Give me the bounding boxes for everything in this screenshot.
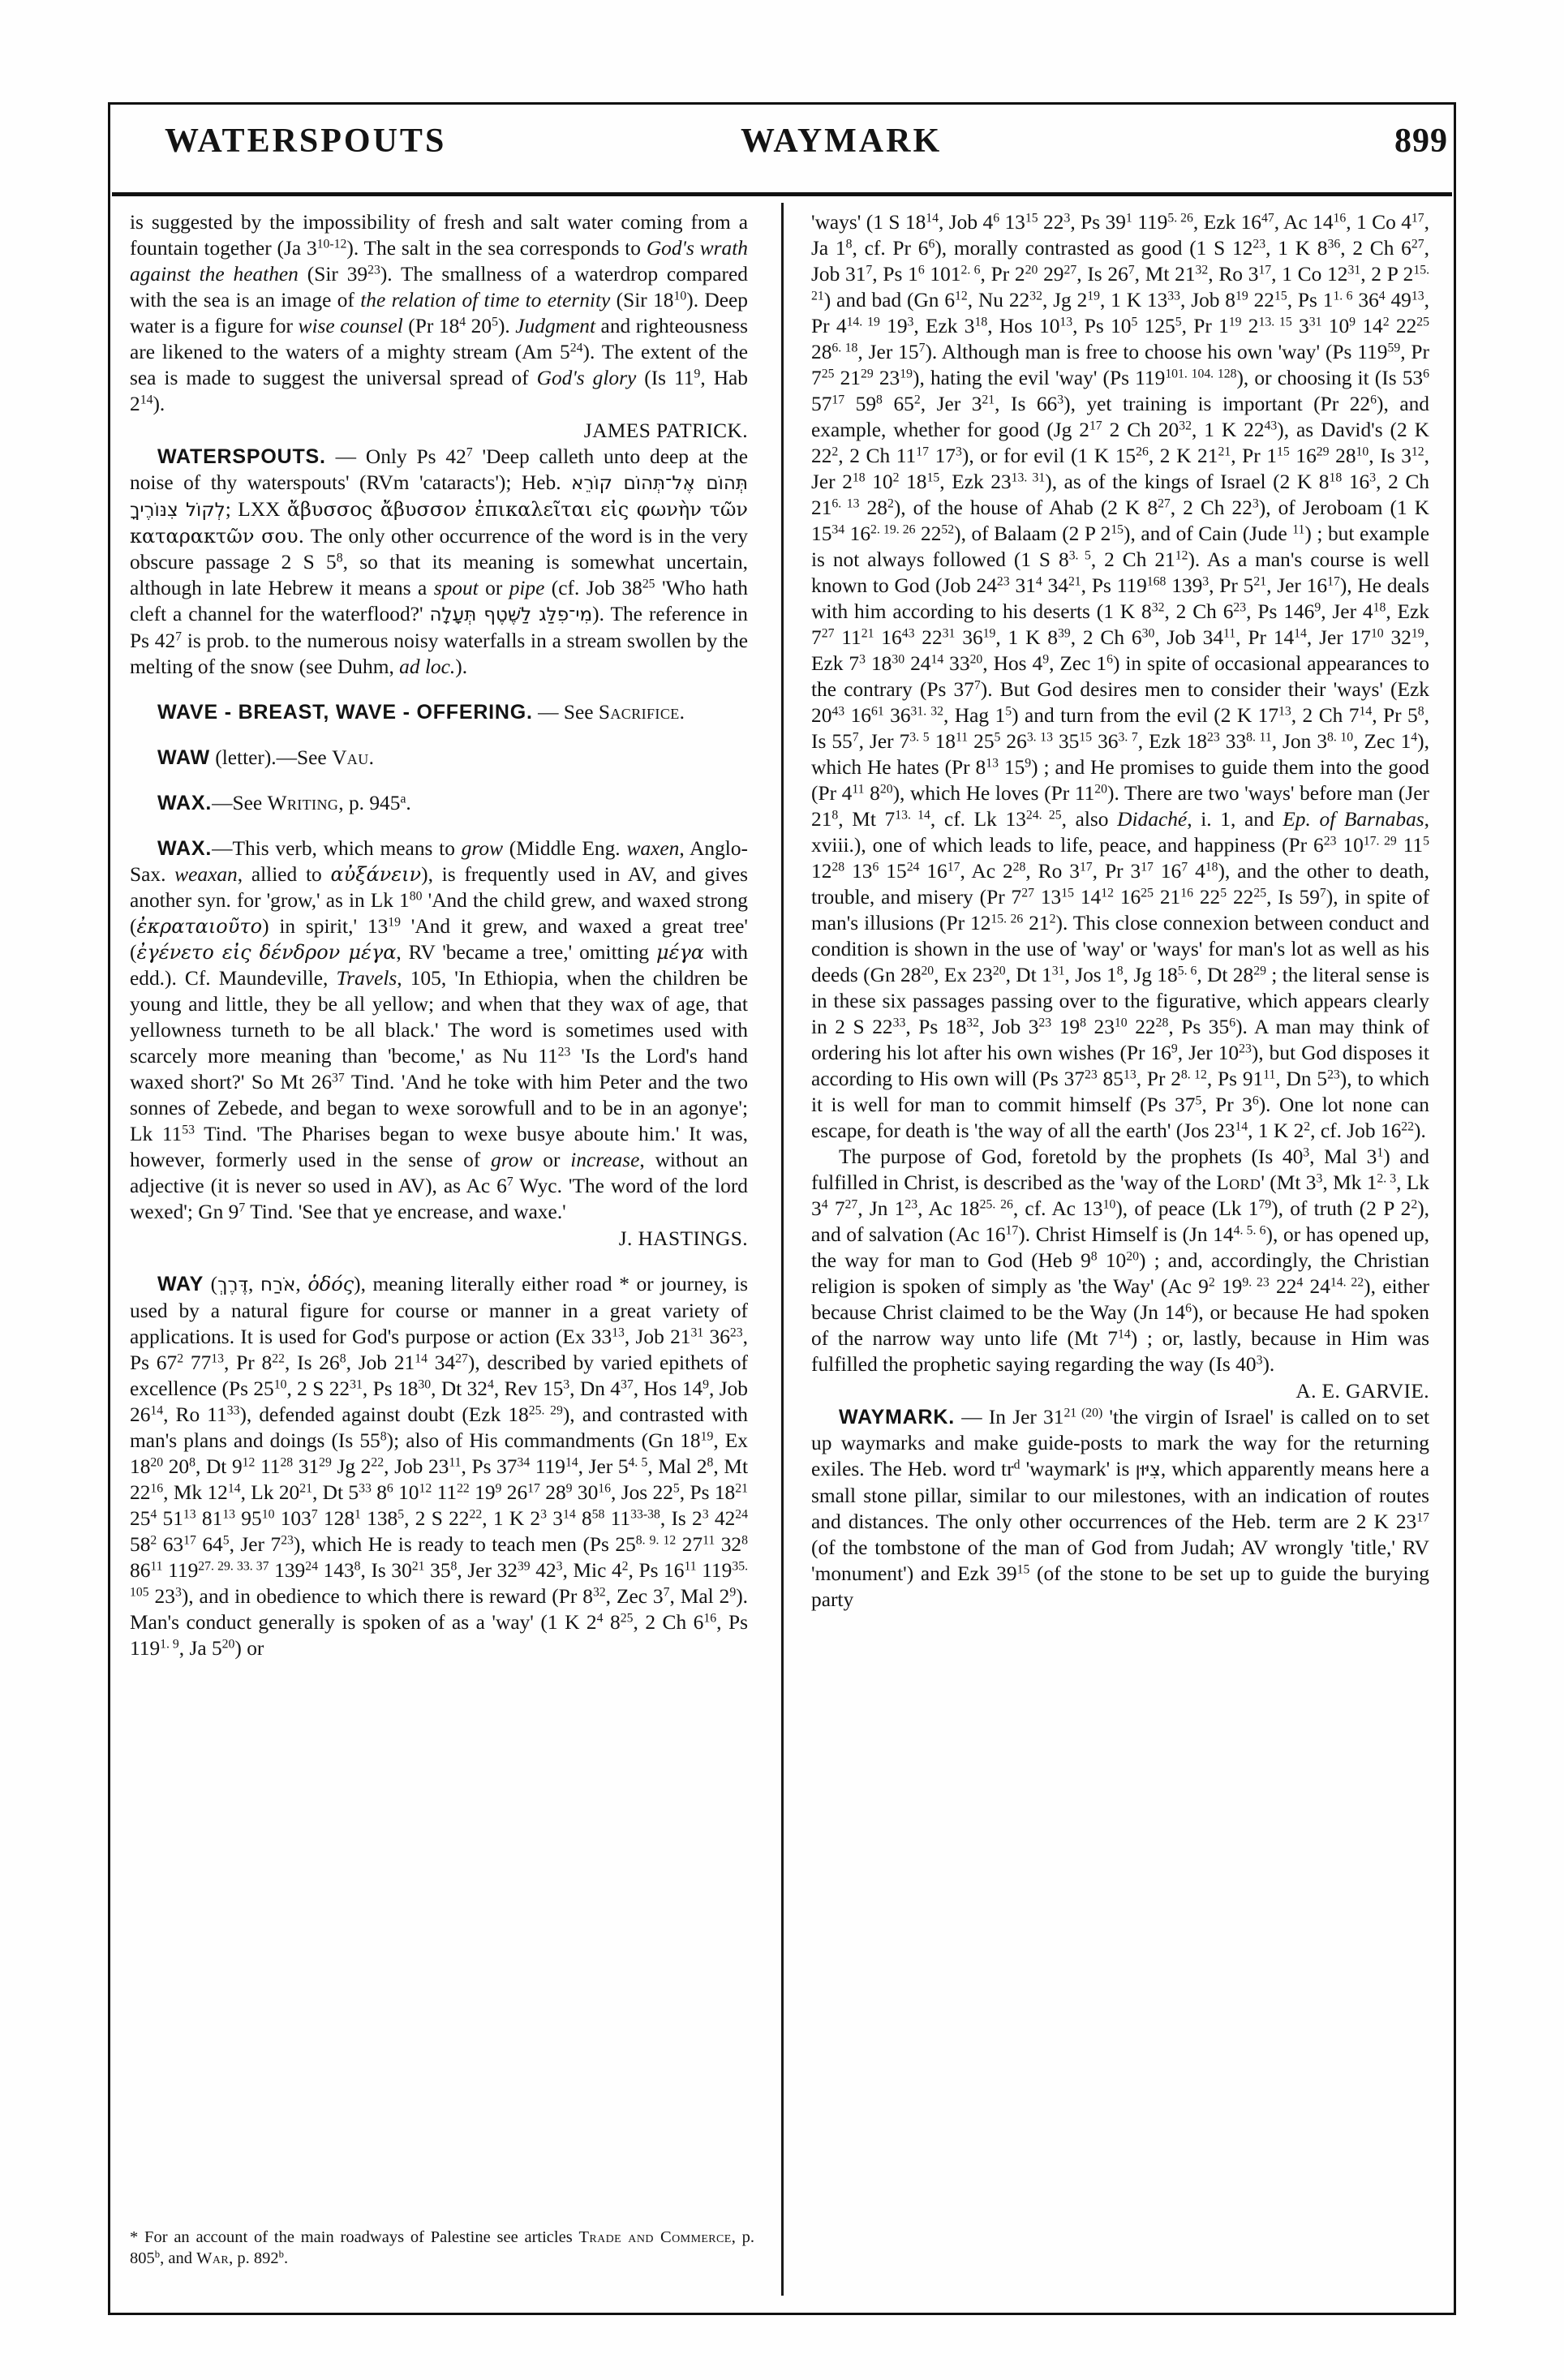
footnote-reference: Trade and Commerce [578,2228,732,2246]
work-title: Ep. of Barnabas [1283,808,1424,831]
continued-paragraph: is suggested by the impossibility of fresh and salt water coming from a fountain together (Ja 3$^{10-12}$). The salt in the sea corresponds to God's wrath against the heathen (Sir $39^{23}$). The smallness of a waterdrop compared with the sea is an image of the relation of time to eternity (Sir $18^{10}$). Deep water is a figure for wise counsel (Pr $18^4$ $20^5$). Judgment and righteousness are likened to the waters of a mighty stream (Am $5^{24}$). The extent of the sea is made to suggest the universal spread of God's glory (Is $11^9$, Hab $2^{14}$). [130,211,748,415]
header-rule [112,192,1452,196]
entry-headword: WATERSPOUTS. [157,445,326,468]
hebrew-text: צִיּוּן [1135,1459,1161,1480]
entry-headword: WAX. [157,837,213,860]
article-signature: J. HASTINGS. [618,1227,748,1250]
hebrew-text: דֶּרֶךְ [217,1274,249,1295]
hebrew-text: אֹרַח [260,1274,296,1295]
column-divider [781,203,784,2296]
cross-reference: Writing [267,792,339,814]
cross-reference: Vau [332,746,369,769]
entry-waterspouts: WATERSPOUTS. — Only Ps $42^7$ 'Deep calleth unto deep at the noise of thy waterspouts' (RVm 'cataracts'); Heb. תְּהוֹם אֶל־תְּהוֹם קוֹרֵא לְקוֹל צִנּוֹרֶיךָ; LXX ἄβυσσος ἄβυσσον ἐπικαλεῖται εἰς φωνὴν τῶν καταρακτῶν σου. The only other occurrence of the word is in the very obscure passage 2 S $5^8$, so that its meaning is somewhat uncertain, although in late Hebrew it means a spout or pipe (cf. Job $38^{25}$ 'Who hath cleft a channel for the waterflood?' מִי־פִלַּג לַשֶּׁטֶף תְּעָלָה). The reference in Ps $42^7$ is prob. to the numerous noisy waterfalls in a stream swollen by the melting of the snow (see Duhm, ad loc.). [130,445,749,678]
hebrew-text: תְּהוֹם אֶל־תְּהוֹם קוֹרֵא לְקוֹל צִנּוֹרֶיךָ [130,473,749,521]
greek-text: αὐξάνειν [330,863,422,886]
footnote: * For an account of the main roadways of Palestine see articles Trade and Commerce, p. 805$^b$, and War, p. 892$^b$. [130,2228,754,2267]
right-column [811,209,1429,1613]
entry-waymark: WAYMARK. — In Jer $31^{21 (20)}$ 'the virgin of Israel' is called on to set up waymarks and make guide-posts to mark the way for the returning exiles. The Heb. word $tr^d$ 'waymark' is צִיּוּן, which apparently means here a small stone pillar, similar to our milestones, with an indication of routes and distances. The only other occurrences of the Heb. term are 2 K $23^{17}$ (of the tombstone of the man of God from Judah; AV wrongly 'title,' RV 'monument') and Ezk $39^{15}$ (of the stone to be set up to guide the burying party [811,1406,1430,1611]
entry-headword: WAW [157,746,210,769]
footnote-marker: * [130,2228,139,2246]
way-article-paragraph-2: The purpose of God, foretold by the prophets (Is $40^3$, Mal $3^1$) and fulfilled in Christ, is described as the 'way of the Lord' (Mt $3^3$, Mk $1^{2. 3}$, Lk $3^4$ $7^{27}$, Jn $1^{23}$, Ac $18^{25. 26}$, cf. Ac $13^{10}$), of peace (Lk $1^{79}$), of truth (2 P $2^2$), and of salvation (Ac $16^{17}$). Christ Himself is (Jn $14^{4. 5. 6}$), or has opened up, the way for man to God (Heb $9^8$ $10^{20}$) ; and, accordingly, the Christian religion is spoken of simply as 'the Way' (Ac $9^2$ $19^{9. 23}$ $22^4$ $24^{14. 22}$), either because Christ claimed to be the Way (Jn $14^6$), or because He had spoken of the narrow way unto life (Mt $7^{14}$) ; or, lastly, because in Him was fulfilled the prophetic saying regarding the way (Is $40^3$). [811,1145,1430,1376]
entry-headword: WAYMARK. [839,1406,955,1428]
footnote-reference: War [196,2249,230,2267]
article-signature: A. E. GARVIE. [1295,1380,1429,1403]
entry-headword: WAX. [157,792,213,814]
entry-waw: WAW (letter).—See Vau. [157,746,374,769]
article-signature: JAMES PATRICK. [583,419,748,442]
entry-way: WAY (דֶּרֶךְ, אֹרַח, ὁδός), meaning literally either road * or journey, is used by a natural figure for course or manner in a great variety of applications. It is used for God's purpose or action (Ex $33^{13}$, Job $21^{31}$ $36^{23}$, Ps $67^2$ $77^{13}$, Pr $8^{22}$, Is $26^8$, Job $21^{14}$ $34^{27}$), described by varied epithets of excellence (Ps $25^{10}$, 2 S $22^{31}$, Ps $18^{30}$, Dt $32^4$, Rev $15^3$, Dn $4^{37}$, Hos $14^9$, Job $26^{14}$, Ro $11^{33}$), defended against doubt (Ezk $18^{25. 29}$), and contrasted with man's plans and doings (Is $55^8$); also of His commandments (Gn $18^{19}$, Ex $18^{20}$ $20^8$, Dt $9^{12}$ $11^{28}$ $31^{29}$ Jg $2^{22}$, Job $23^{11}$, Ps $37^{34}$ $119^{14}$, Jer $5^{4. 5}$, Mal $2^8$, Mt $22^{16}$, Mk $12^{14}$, Lk $20^{21}$, Dt $5^{33}$ $8^6$ $10^{12}$ $11^{22}$ $19^9$ $26^{17}$ $28^9$ $30^{16}$, Jos $22^5$, Ps $18^{21}$ $25^4$ $51^{13}$ $81^{13}$ $95^{10}$ $103^7$ $128^1$ $138^5$, 2 S $22^{22}$, 1 K $2^3$ $3^{14}$ $8^{58}$ 11$^{33-38}$, Is $2^3$ $42^{24}$ $58^2$ $63^{17}$ $64^5$, Jer $7^{23}$), which He is ready to teach men (Ps $25^{8. 9. 12}$ $27^{11}$ $32^8$ $86^{11}$ $119^{27. 29. 33. 37}$ $139^{24}$ $143^8$, Is $30^{21}$ $35^8$, Jer $32^{39}$ $42^3$, Mic $4^2$, Ps $16^{11}$ $119^{35. 105}$ $23^3$), and in obedience to which there is reward (Pr $8^{32}$, Zec $3^7$, Mal $2^9$). Man's conduct generally is spoken of as a 'way' (1 K $2^4$ $8^{25}$, 2 Ch $6^{16}$, Ps $119^{1. 9}$, Ja $5^{20}$) or [130,1273,749,1660]
greek-text: ἐγένετο εἰς δένδρον μέγα [136,941,397,964]
way-article-continued: 'ways' (1 S $18^{14}$, Job $4^6$ $13^{15}$ $22^3$, Ps $39^1$ $119^{5. 26}$, Ezk $16^{47}$, Ac $14^{16}$, 1 Co $4^{17}$, Ja $1^8$, cf. Pr $6^6$), morally contrasted as good (1 S $12^{23}$, 1 K $8^{36}$, 2 Ch $6^{27}$, Job $31^7$, Ps $1^6$ $101^{2. 6}$, Pr $2^{20}$ $29^{27}$, Is $26^7$, Mt $21^{32}$, Ro $3^{17}$, 1 Co $12^{31}$, 2 P $2^{15. 21}$) and bad (Gn $6^{12}$, Nu $22^{32}$, Jg $2^{19}$, 1 K $13^{33}$, Job $8^{19}$ $22^{15}$, Ps $1^{1. 6}$ $36^4$ $49^{13}$, Pr $4^{14. 19}$ $19^3$, Ezk $3^{18}$, Hos $10^{13}$, Ps $10^5$ $125^5$, Pr $1^{19}$ $2^{13. 15}$ $3^{31}$ $10^9$ $14^2$ $22^{25}$ $28^{6. 18}$, Jer $15^7$). Although man is free to choose his own 'way' (Ps $119^{59}$, Pr $7^{25}$ $21^{29}$ $23^{19}$), hating the evil 'way' (Ps $119^{101. 104. 128}$), or choosing it (Is $53^6$ $57^{17}$ $59^8$ $65^2$, Jer $3^{21}$, Is $66^3$), yet training is important (Pr $22^6$), and example, whether for good (Jg $2^{17}$ 2 Ch $20^{32}$, 1 K $22^{43}$), as David's (2 K $22^2$, 2 Ch $11^{17}$ $17^3$), or for evil (1 K $15^{26}$, 2 K $21^{21}$, Pr $1^{15}$ $16^{29}$ $28^{10}$, Is $3^{12}$, Jer $2^{18}$ $10^2$ $18^{15}$, Ezk $23^{13. 31}$), as of the kings of Israel (2 K $8^{18}$ $16^3$, 2 Ch $21^{6. 13}$ $28^2$), of the house of Ahab (2 K $8^{27}$, 2 Ch $22^3$), of Jeroboam (1 K $15^{34}$ $16^{2. 19. 26}$ $22^{52}$), of Balaam (2 P $2^{15}$), and of Cain (Jude $^{11}$) ; but example is not always followed (1 S $8^{3. 5}$, 2 Ch $21^{12}$). As a man's course is well known to God (Job $24^{23}$ $31^4$ $34^{21}$, Ps $119^{168}$ $139^3$, Pr $5^{21}$, Jer $16^{17}$), He deals with him according to his deserts (1 K $8^{32}$, 2 Ch $6^{23}$, Ps $146^9$, Jer $4^{18}$, Ezk $7^{27}$ $11^{21}$ $16^{43}$ $22^{31}$ $36^{19}$, 1 K $8^{39}$, 2 Ch $6^{30}$, Job $34^{11}$, Pr $14^{14}$, Jer $17^{10}$ $32^{19}$, Ezk $7^3$ $18^{30}$ $24^{14}$ $33^{20}$, Hos $4^9$, Zec $1^6$) in spite of occasional appearances to the contrary (Ps $37^7$). But God desires men to consider their 'ways' (Ezk $20^{43}$ $16^{61}$ $36^{31. 32}$, Hag $1^5$) and turn from the evil (2 K $17^{13}$, 2 Ch $7^{14}$, Pr $5^8$, Is $55^7$, Jer $7^{3. 5}$ $18^{11}$ $25^5$ $26^{3. 13}$ $35^{15}$ $36^{3. 7}$, Ezk $18^{23}$ $33^{8. 11}$, Jon $3^{8. 10}$, Zec $1^4$), which He hates (Pr $8^{13}$ $15^9$) ; and He promises to guide them into the good (Pr $4^{11}$ $8^{20}$), which He loves (Pr $11^{20}$). There are two 'ways' before man (Jer $21^8$, Mt $7^{13. 14}$, cf. Lk $13^{24. 25}$, also Didaché, i. 1, and Ep. of Barnabas, xviii.), one of which leads to life, peace, and happiness (Pr $6^{23}$ $10^{17. 29}$ $11^5$ $12^{28}$ $13^6$ $15^{24}$ $16^{17}$, Ac $2^{28}$, Ro $3^{17}$, Pr $3^{17}$ $16^7$ $4^{18}$), and the other to death, trouble, and misery (Pr $7^{27}$ $13^{15}$ $14^{12}$ $16^{25}$ $21^{16}$ $22^5$ $22^{25}$, Is $59^7$), in spite of man's illusions (Pr $12^{15. 26}$ $21^2$). This close connexion between conduct and condition is shown in the use of 'way' or 'ways' for man's lot as well as his deeds (Gn $28^{20}$, Ex $23^{20}$, Dt $1^{31}$, Jos $1^8$, Jg $18^{5. 6}$, Dt $28^{29}$ ; the literal sense is in these six passages passing over to the figurative, which appears clearly in 2 S $22^{33}$, Ps $18^{32}$, Job $3^{23}$ $19^8$ $23^{10}$ $22^{28}$, Ps $35^6$). A man may think of ordering his lot after his own wishes (Pr $16^9$, Jer $10^{23}$), but God disposes it according to His own will (Ps $37^{23}$ $85^{13}$, Pr $2^{8. 12}$, Ps $91^{11}$, Dn $5^{23}$), to which it is well for man to commit himself (Ps $37^5$, Pr $3^6$). One lot none can escape, for death is 'the way of all the earth' (Jos $23^{14}$, 1 K $2^2$, cf. Job $16^{22}$). [811,211,1430,1142]
cross-reference: Sacrifice [598,701,680,724]
greek-text: ὁδός [307,1273,354,1295]
hebrew-text: מִי־פִלַּג לַשֶּׁטֶף תְּעָלָה [429,604,593,625]
running-head-left: WATERSPOUTS [165,122,447,160]
entry-wax-writing: WAX.—See Writing, p. 945$^a$. [157,792,411,814]
greek-text: ἐκραταιοῦτο [136,915,263,938]
entry-wax-verb: WAX.—This verb, which means to grow (Middle Eng. waxen, Anglo-Sax. weaxan, allied to αὐξάνειν), is frequently used in AV, and gives another syn. for 'grow,' as in Lk $1^{80}$ 'And the child grew, and waxed strong (ἐκραταιοῦτο) in spirit,' $13^{19}$ 'And it grew, and waxed a great tree' (ἐγένετο εἰς δένδρον μέγα, RV 'became a tree,' omitting μέγα with edd.). Cf. Maundeville, Travels, 105, 'In Ethiopia, when the children be young and little, they be all yellow; and when that they wax of age, that yellowness turneth to be all black.' The word is sometimes used with scarcely more meaning than 'become,' as Nu $11^{23}$ 'Is the Lord's hand waxed short?' So Mt $26^{37}$ Tind. 'And he toke with him Peter and the two sonnes of Zebede, and began to wexe sorowfull and to be in an agonye'; Lk $11^{53}$ Tind. 'The Pharises began to wexe busye aboute him.' It was, however, formerly used in the sense of grow or increase, without an adjective (it is never so used in AV), as Ac $6^7$ Wyc. 'The word of the lord wexed'; Gn $9^7$ Tind. 'See that ye encrease, and waxe.' [130,837,749,1223]
divine-name: Lord [1216,1171,1261,1194]
left-column [130,209,748,1661]
greek-text: μέγα [655,941,704,964]
entry-headword: WAVE - BREAST, WAVE - OFFERING. [157,701,533,724]
page-number: 899 [1394,122,1448,160]
work-title: Didaché [1117,808,1188,831]
running-head-center: WAYMARK [741,122,943,160]
entry-headword: WAY [157,1273,204,1295]
entry-wave-breast: WAVE - BREAST, WAVE - OFFERING. — See Sacrifice. [157,701,685,724]
greek-text: ἄβυσσος ἄβυσσον ἐπικαλεῖται εἰς φωνὴν τῶν καταρακτῶν σου. [130,498,749,548]
